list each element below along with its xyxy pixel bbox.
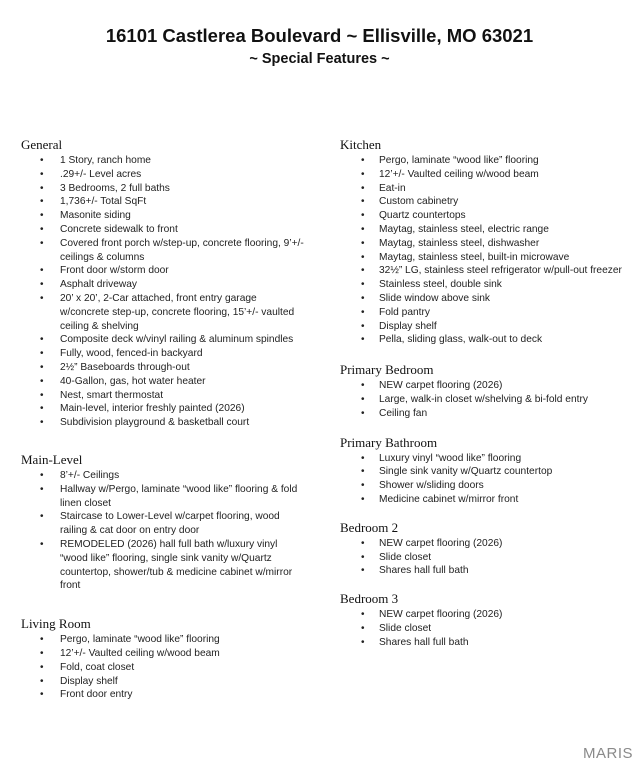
feature-item	[21, 538, 306, 593]
maris-watermark: MARIS	[582, 745, 633, 762]
feature-list	[340, 537, 630, 578]
feature-text: Fold pantry	[379, 306, 430, 318]
bullet-icon: •	[361, 393, 365, 405]
feature-item	[21, 347, 306, 361]
bullet-icon: •	[361, 551, 365, 563]
feature-text: Masonite siding	[60, 210, 131, 222]
bullet-icon: •	[40, 538, 44, 550]
bullet-icon: •	[40, 689, 44, 701]
bullet-icon: •	[40, 182, 44, 194]
bullet-icon: •	[361, 320, 365, 332]
bullet-icon: •	[361, 466, 365, 478]
bullet-icon: •	[361, 622, 365, 634]
feature-item	[340, 622, 630, 636]
document-subtitle: ~ Special Features ~	[249, 51, 390, 67]
right-column	[340, 137, 630, 650]
feature-text: Subdivision playground & basketball court	[60, 417, 250, 429]
feature-item	[340, 379, 630, 393]
feature-item	[21, 278, 306, 292]
bullet-icon: •	[40, 237, 44, 249]
feature-item	[21, 223, 306, 237]
bullet-icon: •	[361, 537, 365, 549]
bullet-icon: •	[40, 483, 44, 495]
feature-item	[21, 264, 306, 278]
feature-item	[340, 264, 630, 278]
feature-list	[340, 608, 630, 649]
bullet-icon: •	[40, 417, 44, 429]
bullet-icon: •	[40, 675, 44, 687]
feature-text: Pergo, laminate “wood like” flooring	[379, 155, 539, 166]
bullet-icon: •	[40, 511, 44, 523]
feature-text: 20’ x 20’, 2-Car attached, front entry garage w/concrete step-up, concrete flooring, 15’+/- vaulted ceiling & shelving	[60, 292, 295, 332]
bullet-icon: •	[361, 292, 365, 304]
feature-text: 32½” LG, stainless steel refrigerator w/pull-out freezer	[379, 265, 622, 277]
feature-text: Single sink vanity w/Quartz countertop	[379, 466, 553, 478]
bullet-icon: •	[40, 168, 44, 180]
feature-text: Nest, smart thermostat	[60, 389, 164, 401]
section-heading: Bedroom 2	[340, 519, 399, 535]
feature-text: Pergo, laminate “wood like” flooring	[60, 634, 220, 646]
feature-text: NEW carpet flooring (2026)	[379, 609, 503, 621]
feature-text: Ceiling fan	[379, 407, 428, 419]
feature-text: Slide window above sink	[379, 292, 490, 304]
feature-item	[21, 333, 306, 347]
bullet-icon: •	[361, 452, 365, 464]
feature-text: Shower w/sliding doors	[379, 480, 484, 492]
bullet-icon: •	[361, 609, 365, 621]
feature-text: 1 Story, ranch home	[60, 155, 151, 166]
feature-item	[21, 402, 306, 416]
feature-item	[21, 675, 306, 689]
bullet-icon: •	[40, 634, 44, 646]
section-bedroom-3	[340, 591, 630, 649]
bullet-icon: •	[40, 223, 44, 235]
feature-item	[21, 195, 306, 209]
bullet-icon: •	[361, 636, 365, 648]
feature-item	[340, 154, 630, 168]
feature-item	[340, 223, 630, 237]
section-kitchen	[340, 137, 630, 347]
feature-item	[21, 154, 306, 168]
feature-item	[21, 361, 306, 375]
feature-item	[21, 469, 306, 483]
feature-text: Display shelf	[379, 320, 437, 332]
feature-text: 8’+/- Ceilings	[60, 469, 120, 481]
feature-text: Front door entry	[60, 689, 133, 701]
feature-text: .29+/- Level acres	[60, 168, 142, 180]
feature-item	[340, 195, 630, 209]
bullet-icon: •	[40, 292, 44, 304]
section-main-level	[21, 452, 306, 593]
bullet-icon: •	[361, 155, 365, 166]
bullet-icon: •	[361, 196, 365, 208]
feature-list	[340, 452, 630, 507]
feature-item	[21, 647, 306, 661]
bullet-icon: •	[361, 223, 365, 235]
feature-item	[340, 393, 630, 407]
feature-text: Maytag, stainless steel, built-in microwave	[379, 251, 570, 263]
bullet-icon: •	[40, 375, 44, 387]
feature-list	[21, 633, 306, 702]
feature-text: Front door w/storm door	[60, 265, 169, 277]
feature-text: Eat-in	[379, 182, 406, 194]
section-heading: Kitchen	[340, 137, 382, 152]
feature-item	[340, 333, 630, 347]
bullet-icon: •	[40, 348, 44, 360]
feature-text: Concrete sidewalk to front	[60, 223, 178, 235]
feature-text: Maytag, stainless steel, dishwasher	[379, 237, 540, 249]
bullet-icon: •	[40, 155, 44, 166]
bullet-icon: •	[361, 237, 365, 249]
section-heading: Living Room	[21, 616, 91, 632]
feature-item	[340, 278, 630, 292]
feature-item	[340, 320, 630, 334]
feature-text: Shares hall full bath	[379, 565, 469, 577]
bullet-icon: •	[40, 403, 44, 415]
feature-item	[340, 493, 630, 507]
feature-text: Main-level, interior freshly painted (2026)	[60, 403, 245, 415]
bullet-icon: •	[361, 210, 365, 222]
section-heading: Primary Bathroom	[340, 434, 438, 450]
feature-text: Large, walk-in closet w/shelving & bi-fold entry	[379, 393, 588, 405]
feature-item	[340, 537, 630, 551]
feature-text: 1,736+/- Total SqFt	[60, 196, 147, 208]
feature-text: 40-Gallon, gas, hot water heater	[60, 375, 206, 387]
feature-text: 3 Bedrooms, 2 full baths	[60, 182, 170, 194]
section-living-room	[21, 616, 306, 702]
feature-item	[340, 636, 630, 650]
feature-item	[340, 407, 630, 421]
bullet-icon: •	[361, 407, 365, 419]
feature-text: 12’+/- Vaulted ceiling w/wood beam	[379, 168, 539, 180]
feature-text: Custom cabinetry	[379, 196, 459, 208]
feature-text: NEW carpet flooring (2026)	[379, 380, 503, 392]
feature-item	[21, 389, 306, 403]
feature-item	[21, 633, 306, 647]
section-general	[21, 137, 306, 430]
feature-item	[340, 168, 630, 182]
feature-item	[21, 688, 306, 702]
bullet-icon: •	[40, 196, 44, 208]
feature-item	[340, 182, 630, 196]
feature-item	[340, 564, 630, 578]
feature-item	[340, 237, 630, 251]
feature-item	[21, 292, 306, 333]
section-primary-bathroom	[340, 435, 630, 507]
feature-text: Hallway w/Pergo, laminate “wood like” flooring & fold linen closet	[60, 483, 298, 509]
feature-text: Shares hall full bath	[379, 636, 469, 648]
bullet-icon: •	[361, 306, 365, 318]
bullet-icon: •	[40, 389, 44, 401]
bullet-icon: •	[361, 251, 365, 263]
feature-text: Quartz countertops	[379, 210, 466, 222]
bullet-icon: •	[361, 182, 365, 194]
bullet-icon: •	[361, 279, 365, 291]
feature-item	[340, 306, 630, 320]
bullet-icon: •	[361, 265, 365, 277]
feature-text: Fully, wood, fenced-in backyard	[60, 348, 203, 360]
feature-item	[21, 182, 306, 196]
bullet-icon: •	[361, 565, 365, 577]
feature-text: Slide closet	[379, 622, 432, 634]
bullet-icon: •	[361, 480, 365, 492]
feature-item	[340, 452, 630, 466]
feature-text: Luxury vinyl “wood like” flooring	[379, 452, 522, 464]
feature-text: Fold, coat closet	[60, 661, 135, 673]
feature-text: Composite deck w/vinyl railing & aluminum spindles	[60, 334, 294, 346]
feature-item	[21, 510, 306, 538]
feature-text: Slide closet	[379, 551, 432, 563]
document-title: 16101 Castlerea Boulevard ~ Ellisville, MO 63021	[105, 25, 534, 46]
feature-text: Maytag, stainless steel, electric range	[379, 223, 549, 235]
feature-item	[21, 237, 306, 265]
feature-text: Display shelf	[60, 675, 118, 687]
bullet-icon: •	[40, 647, 44, 659]
bullet-icon: •	[361, 168, 365, 180]
feature-text: Medicine cabinet w/mirror front	[379, 493, 519, 505]
feature-list	[21, 154, 306, 430]
feature-list	[340, 379, 630, 420]
feature-item	[340, 251, 630, 265]
bullet-icon: •	[40, 210, 44, 222]
section-heading: General	[21, 137, 63, 152]
feature-text: 12’+/- Vaulted ceiling w/wood beam	[60, 647, 220, 659]
feature-text: Staircase to Lower-Level w/carpet flooring, wood railing & cat door on entry door	[60, 511, 280, 537]
feature-list	[21, 469, 306, 593]
feature-item	[21, 168, 306, 182]
section-heading: Primary Bedroom	[340, 362, 434, 378]
feature-item	[21, 483, 306, 511]
section-heading: Main-Level	[21, 451, 83, 467]
bullet-icon: •	[40, 661, 44, 673]
bullet-icon: •	[361, 380, 365, 392]
feature-item	[21, 416, 306, 430]
feature-text: Stainless steel, double sink	[379, 279, 502, 291]
feature-item	[21, 209, 306, 223]
feature-item	[340, 465, 630, 479]
feature-text: 2½” Baseboards through-out	[60, 361, 190, 373]
feature-text: NEW carpet flooring (2026)	[379, 537, 503, 549]
feature-item	[21, 661, 306, 675]
feature-text: REMODELED (2026) hall full bath w/luxury vinyl “wood like” flooring, single sink vanity w/Quartz countertop, shower/tub & medicine cabinet w/mirror front	[60, 538, 293, 592]
bullet-icon: •	[40, 334, 44, 346]
bullet-icon: •	[40, 279, 44, 291]
feature-text: Pella, sliding glass, walk-out to deck	[379, 334, 543, 346]
bullet-icon: •	[40, 361, 44, 373]
feature-item	[340, 479, 630, 493]
bullet-icon: •	[361, 493, 365, 505]
feature-item	[340, 209, 630, 223]
feature-item	[21, 375, 306, 389]
left-column	[21, 137, 306, 702]
feature-list	[340, 154, 630, 347]
bullet-icon: •	[40, 265, 44, 277]
feature-item	[340, 608, 630, 622]
feature-text: Covered front porch w/step-up, concrete flooring, 9’+/- ceilings & columns	[60, 237, 304, 263]
feature-item	[340, 292, 630, 306]
bullet-icon: •	[361, 334, 365, 346]
section-primary-bedroom	[340, 362, 630, 420]
feature-item	[340, 551, 630, 565]
section-heading: Bedroom 3	[340, 591, 399, 607]
feature-text: Asphalt driveway	[60, 279, 138, 291]
bullet-icon: •	[40, 469, 44, 481]
section-bedroom-2	[340, 520, 630, 578]
